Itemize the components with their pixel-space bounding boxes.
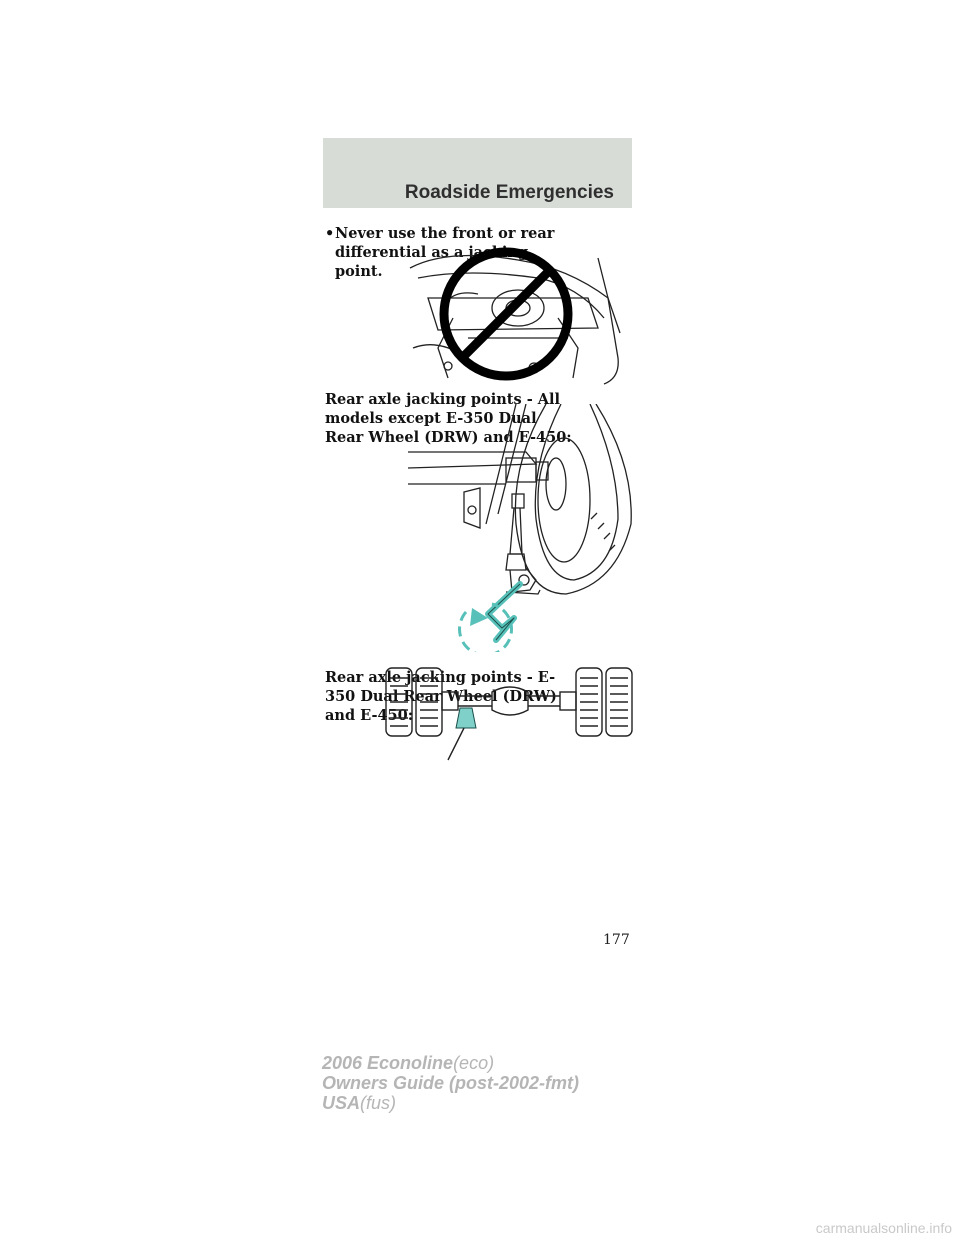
footer-guide: Owners Guide (post-2002-fmt) [322, 1073, 580, 1093]
dual-rear-wheel-axle-illustration [384, 664, 636, 764]
rear-axle-jack-illustration [406, 404, 636, 652]
caption-rear-axle-drw: Rear axle jacking points - E-350 Dual Rear Wheel (DRW) and E-450: [325, 669, 557, 724]
section-title: Roadside Emergencies [404, 182, 614, 203]
jack-position-marker [456, 708, 476, 728]
differential-prohibited-illustration [408, 238, 626, 386]
document-footer [322, 1053, 579, 1113]
footer-model-code: (eco) [453, 1053, 495, 1073]
bullet-text: Never use the front or rear differential as a jacking point. [335, 225, 555, 280]
caption-rear-axle-standard: Rear axle jacking points - All models except E-350 Dual Rear Wheel (DRW) and E-450: [325, 391, 572, 446]
page-number: 177 [603, 932, 630, 948]
rotation-arrow-head [470, 608, 488, 626]
footer-market: USA [322, 1093, 361, 1113]
watermark: carmanualsonline.info [815, 1220, 952, 1236]
footer-model: 2006 Econoline [322, 1053, 454, 1073]
section-header-band [323, 138, 632, 208]
bullet-dot: • [325, 225, 335, 242]
footer-market-code: (fus) [360, 1093, 397, 1113]
prohibition-slash [462, 270, 550, 358]
